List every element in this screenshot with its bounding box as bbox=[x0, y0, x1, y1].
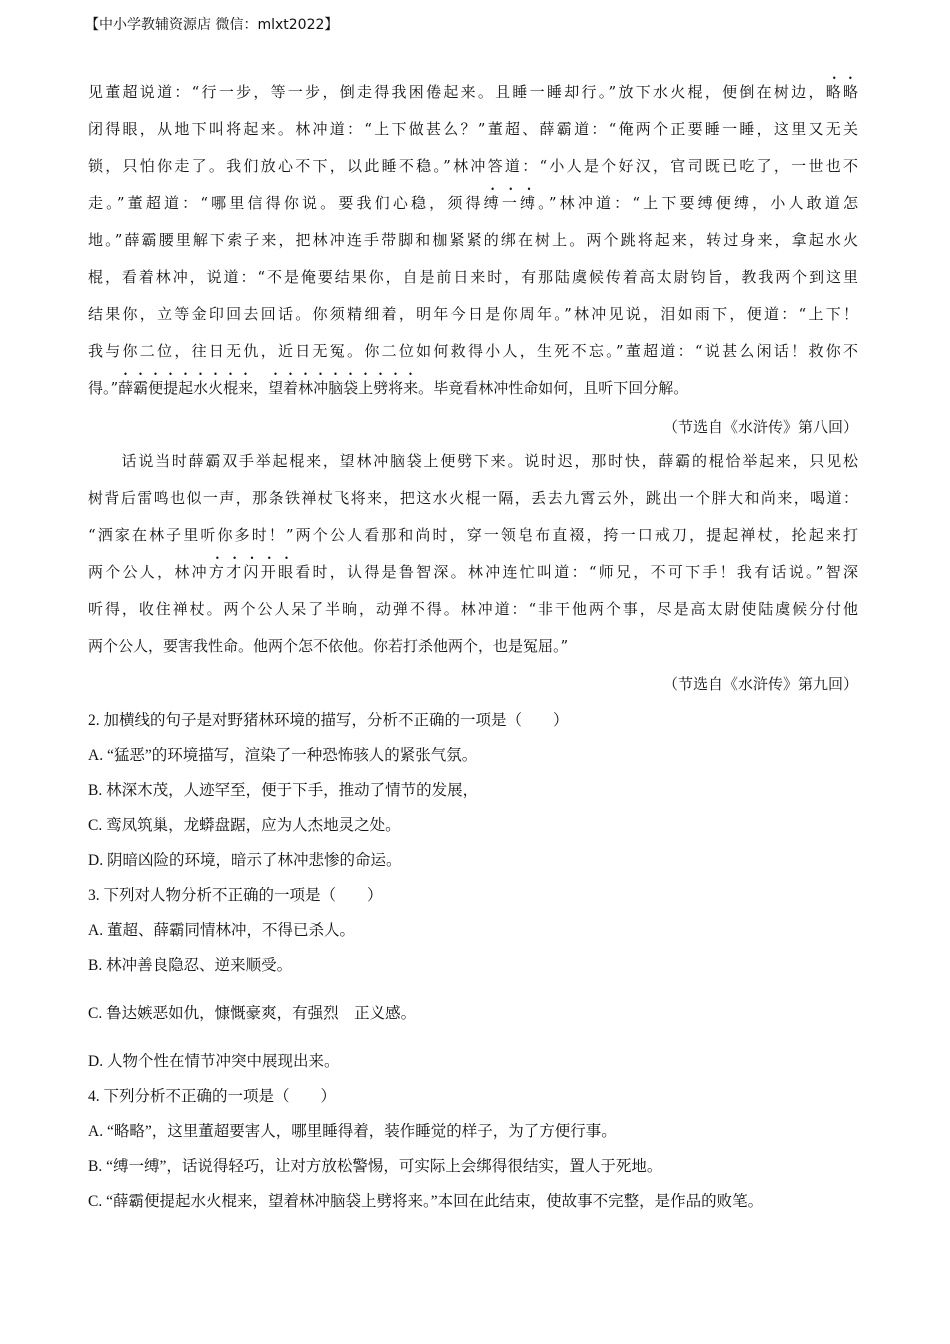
line-text: 树背后雷鸣也似一声，那条铁禅杖飞将来，把这水火棍一隔，丢去九霄云外，跳出一个胖大和尚来，喝道： bbox=[88, 489, 858, 507]
passage-line bbox=[88, 74, 858, 111]
line-text: 两个公人，要害我性命。他两个怎不依他。你若打杀他两个，也是冤屈。” bbox=[88, 637, 569, 655]
answer-option: B. “缚一缚”，话说得轻巧，让对方放松警惕，可实际上会绑得很结实，置人于死地。 bbox=[88, 1158, 663, 1175]
line-text: 话说当时薛霸双手举起棍来，望林冲脑袋上便劈下来。说时迟，那时快，薛霸的棍恰举起来，只见松 bbox=[88, 452, 858, 470]
line-text: 我与你二位，往日无仇，近日无冤。你二位如何救得小人，生死不忘。”董超道：“说甚么闲话！救你不 bbox=[88, 342, 858, 360]
passage-line bbox=[88, 148, 858, 185]
passage-line bbox=[88, 480, 858, 517]
emphasized-text: 缚一缚 bbox=[483, 194, 539, 212]
passage-line bbox=[88, 517, 858, 554]
line-text: 锁，只怕你走了。我们放心不下，以此睡不稳。”林冲答道：“小人是个好汉，官司既已吃了，一世也不 bbox=[88, 157, 858, 175]
question-stem: 4. 下列分析不正确的一项是（ ） bbox=[88, 1088, 337, 1105]
passage-line bbox=[88, 370, 858, 407]
line-text: 听得，收住禅杖。两个公人呆了半晌，动弹不得。林冲道：“非干他两个事，尽是高太尉使陆虞候分付他 bbox=[88, 600, 858, 618]
emphasized-text: 方才闪开眼 bbox=[208, 563, 296, 581]
source-chapter-8: （节选自《水浒传》第八回） bbox=[662, 418, 858, 436]
page-header: 【中小学教辅资源店 微信：mlxt2022】 bbox=[85, 17, 339, 33]
line-text: 地。”薛霸腰里解下索子来，把林冲连手带脚和枷紧紧的绑在树上。两个跳将起来，转过身来，拿起水火 bbox=[88, 231, 858, 249]
emphasized-text: 薛霸便提起水火棍来，望着林冲脑袋上劈将来。 bbox=[118, 379, 434, 397]
answer-option: C. “薛霸便提起水火棍来，望着林冲脑袋上劈将来。”本回在此结束，使故事不完整，是作品的败笔。 bbox=[88, 1193, 764, 1210]
passage-line bbox=[88, 443, 858, 480]
line-text: 见董超说道：“行一步，等一步，倒走得我困倦起来。且睡一睡却行。”放下水火棍，便倒在树边， bbox=[88, 83, 826, 101]
answer-option: A. “猛恶”的环境描写，渲染了一种恐怖骇人的紧张气氛。 bbox=[88, 747, 478, 764]
line-text: 两个公人，林冲 bbox=[88, 563, 209, 581]
passage-line bbox=[88, 111, 858, 148]
passage-line bbox=[88, 185, 858, 222]
passage-line bbox=[88, 591, 858, 628]
answer-option: B. 林深木茂，人迹罕至，便于下手，推动了情节的发展， bbox=[88, 782, 479, 799]
answer-option: B. 林冲善良隐忍、逆来顺受。 bbox=[88, 957, 293, 974]
passage-line bbox=[88, 628, 858, 665]
emphasized-text: 略略 bbox=[825, 83, 858, 101]
line-text: 。”林冲道：“上下要缚便缚，小人敢道怎 bbox=[538, 194, 858, 212]
source-chapter-9: （节选自《水浒传》第九回） bbox=[662, 675, 858, 693]
answer-option: C. 鲁达嫉恶如仇，慷慨豪爽，有强烈 正义感。 bbox=[88, 1005, 417, 1022]
answer-option: D. 人物个性在情节冲突中展现出来。 bbox=[88, 1053, 340, 1070]
answer-option: A. “略略”，这里董超要害人，哪里睡得着，装作睡觉的样子，为了方便行事。 bbox=[88, 1123, 617, 1140]
line-text: 结果你，立等金印回去回话。你须精细着，明年今日是你周年。”林冲见说，泪如雨下，便道：“上下！ bbox=[88, 305, 858, 323]
line-text: “洒家在林子里听你多时！”两个公人看那和尚时，穿一领皂布直裰，挎一口戒刀，提起禅杖，抡起来打 bbox=[88, 526, 858, 544]
answer-option: D. 阴暗凶险的环境，暗示了林冲悲惨的命运。 bbox=[88, 852, 402, 869]
passage-line bbox=[88, 333, 858, 370]
answer-option: A. 董超、薛霸同情林冲，不得已杀人。 bbox=[88, 922, 355, 939]
line-text: 得。” bbox=[88, 379, 119, 397]
answer-option: C. 鸾凤筑巢，龙蟒盘踞，应为人杰地灵之处。 bbox=[88, 817, 401, 834]
passage-chapter-8 bbox=[88, 74, 858, 407]
line-text: 看时，认得是鲁智深。林冲连忙叫道：“师兄，不可下手！我有话说。”智深 bbox=[295, 563, 858, 581]
line-text: 毕竟看林冲性命如何，且听下回分解。 bbox=[433, 379, 689, 397]
line-text: 走。”董超道：“哪里信得你说。要我们心稳，须得 bbox=[88, 194, 484, 212]
line-text: 棍，看着林冲，说道：“不是俺要结果你，自是前日来时，有那陆虞候传着高太尉钧旨，教我两个到这里 bbox=[88, 268, 858, 286]
passage-chapter-9 bbox=[88, 443, 858, 665]
question-stem: 3. 下列对人物分析不正确的一项是（ ） bbox=[88, 887, 383, 904]
passage-line bbox=[88, 259, 858, 296]
passage-line bbox=[88, 222, 858, 259]
question-stem: 2. 加横线的句子是对野猪林环境的描写，分析不正确的一项是（ ） bbox=[88, 712, 569, 729]
line-text: 闭得眼，从地下叫将起来。林冲道：“上下做甚么？”董超、薛霸道：“俺两个正要睡一睡，这里又无关 bbox=[88, 120, 858, 138]
passage-line bbox=[88, 554, 858, 591]
passage-line bbox=[88, 296, 858, 333]
